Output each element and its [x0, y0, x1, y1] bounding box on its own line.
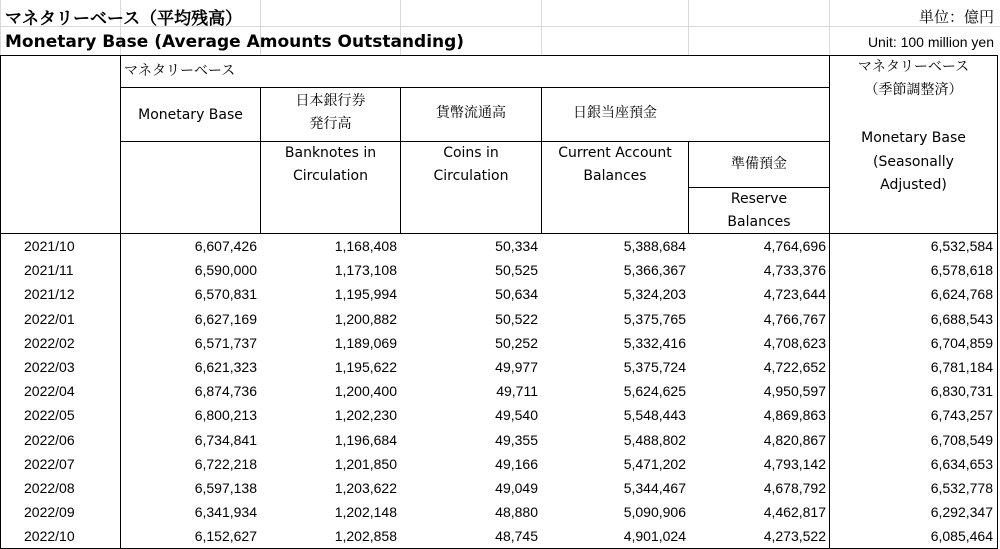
table-row	[0, 259, 1000, 282]
cell-current-account: 4,901,024	[623, 528, 686, 545]
cell-monetary-base: 6,734,841	[194, 431, 257, 448]
header-sa-jp-2: （季節調整済）	[864, 82, 963, 98]
cell-seasonally-adjusted: 6,532,778	[930, 480, 993, 496]
header-current-account-en-2: Balances	[583, 168, 647, 184]
cell-monetary-base: 6,570,831	[194, 286, 257, 303]
cell-date: 2021/10	[24, 238, 75, 254]
cell-date: 2021/11	[24, 262, 74, 279]
cell-coins: 50,525	[495, 262, 538, 279]
cell-monetary-base: 6,621,323	[194, 359, 257, 375]
table-row	[0, 501, 1000, 524]
cell-date: 2022/05	[24, 407, 75, 424]
cell-reserve: 4,273,522	[763, 528, 826, 545]
cell-banknotes: 1,201,850	[334, 455, 397, 472]
cell-banknotes: 1,173,108	[334, 262, 397, 279]
header-banknotes-jp: 日本銀行券	[295, 93, 366, 109]
cell-reserve: 4,764,696	[763, 238, 826, 254]
cell-reserve: 4,766,767	[763, 310, 826, 327]
cell-banknotes: 1,200,400	[334, 383, 397, 400]
cell-reserve: 4,708,623	[763, 334, 826, 351]
unit-label-jp: 単位：億円	[918, 8, 994, 26]
table-row	[0, 283, 1000, 306]
header-sa-en-2: (Seasonally	[873, 154, 954, 170]
cell-current-account: 5,624,625	[623, 383, 686, 400]
header-banknotes-jp-2: 発行高	[309, 116, 352, 132]
cell-coins: 50,334	[495, 238, 538, 254]
cell-current-account: 5,324,203	[623, 286, 686, 303]
cell-coins: 49,711	[496, 383, 538, 400]
cell-seasonally-adjusted: 6,532,584	[930, 238, 993, 254]
cell-date: 2022/09	[24, 504, 75, 521]
header-monetary-base-group: マネタリーベース	[124, 63, 236, 79]
cell-banknotes: 1,196,684	[334, 431, 397, 448]
header-reserve-en-2: Balances	[727, 214, 791, 230]
cell-seasonally-adjusted: 6,830,731	[930, 383, 993, 400]
cell-date: 2022/01	[24, 310, 75, 327]
cell-current-account: 5,090,906	[623, 504, 686, 521]
cell-banknotes: 1,189,069	[334, 334, 397, 351]
cell-date: 2022/02	[24, 334, 75, 351]
cell-reserve: 4,950,597	[763, 383, 826, 400]
header-banknotes-en-2: Circulation	[293, 168, 368, 184]
header-coins-jp: 貨幣流通高	[436, 105, 506, 121]
cell-monetary-base: 6,722,218	[194, 455, 257, 472]
cell-monetary-base: 6,152,627	[194, 528, 257, 545]
cell-banknotes: 1,202,230	[334, 407, 397, 424]
cell-date: 2022/10	[24, 528, 75, 545]
cell-banknotes: 1,168,408	[334, 238, 397, 254]
cell-date: 2021/12	[24, 286, 75, 303]
cell-monetary-base: 6,800,213	[194, 407, 257, 424]
cell-reserve: 4,793,142	[763, 455, 826, 472]
cell-banknotes: 1,200,882	[334, 310, 397, 327]
cell-date: 2022/04	[24, 383, 75, 400]
cell-coins: 49,977	[495, 359, 538, 375]
cell-coins: 48,880	[495, 504, 538, 521]
header-sa-en: Monetary Base	[861, 130, 966, 146]
cell-coins: 50,634	[495, 286, 538, 303]
cell-current-account: 5,388,684	[623, 238, 686, 254]
page-title: マネタリーベース（平均残高）	[5, 9, 243, 29]
header-current-account-en: Current Account	[558, 145, 672, 161]
cell-monetary-base: 6,571,737	[194, 334, 257, 351]
header-sa-jp: マネタリーベース	[857, 59, 970, 75]
cell-seasonally-adjusted: 6,688,543	[930, 310, 993, 327]
cell-reserve: 4,722,652	[763, 359, 826, 375]
cell-seasonally-adjusted: 6,634,653	[930, 455, 993, 472]
cell-current-account: 5,332,416	[623, 334, 686, 351]
cell-seasonally-adjusted: 6,292,347	[930, 504, 993, 521]
table-row	[0, 308, 1000, 331]
cell-current-account: 5,366,367	[623, 262, 686, 279]
cell-date: 2022/08	[24, 480, 75, 496]
header-divider	[688, 141, 830, 142]
cell-coins: 50,252	[495, 334, 538, 351]
header-sa-en-3: Adjusted)	[880, 177, 947, 193]
table-row	[0, 380, 1000, 403]
cell-seasonally-adjusted: 6,743,257	[930, 407, 993, 424]
header-reserve-en: Reserve	[730, 191, 788, 207]
cell-monetary-base: 6,341,934	[194, 504, 257, 521]
header-coins-en: Coins in	[443, 145, 499, 161]
cell-monetary-base: 6,597,138	[194, 480, 257, 496]
cell-monetary-base: 6,607,426	[194, 238, 257, 254]
cell-monetary-base: 6,627,169	[194, 310, 257, 327]
cell-coins: 49,355	[495, 431, 538, 448]
cell-seasonally-adjusted: 6,578,618	[930, 262, 993, 279]
cell-seasonally-adjusted: 6,781,184	[930, 359, 993, 375]
header-monetary-base-en: Monetary Base	[138, 107, 243, 123]
cell-current-account: 5,375,765	[623, 310, 686, 327]
table-row	[0, 356, 1000, 379]
header-reserve-jp: 準備預金	[731, 156, 787, 172]
cell-coins: 48,745	[495, 528, 538, 545]
cell-coins: 49,540	[495, 407, 538, 424]
page-subtitle: Monetary Base (Average Amounts Outstanding)	[5, 32, 465, 52]
cell-seasonally-adjusted: 6,708,549	[930, 431, 993, 448]
cell-banknotes: 1,203,622	[334, 480, 397, 496]
cell-coins: 50,522	[495, 310, 538, 327]
header-banknotes-en: Banknotes in	[284, 145, 377, 161]
table-row	[0, 235, 1000, 258]
cell-monetary-base: 6,874,736	[194, 383, 257, 400]
cell-current-account: 5,488,802	[623, 431, 686, 448]
cell-seasonally-adjusted: 6,704,859	[930, 334, 993, 351]
cell-seasonally-adjusted: 6,085,464	[930, 528, 993, 545]
cell-monetary-base: 6,590,000	[194, 262, 257, 279]
table-row	[0, 404, 1000, 427]
cell-reserve: 4,820,867	[763, 431, 826, 448]
cell-reserve: 4,723,644	[763, 286, 826, 303]
unit-label-en: Unit: 100 million yen	[867, 34, 994, 50]
header-divider	[120, 87, 830, 88]
table-row	[0, 332, 1000, 355]
cell-banknotes: 1,195,622	[334, 359, 397, 375]
cell-current-account: 5,548,443	[623, 407, 686, 424]
cell-date: 2022/03	[24, 359, 75, 375]
header-coins-en-2: Circulation	[433, 168, 509, 184]
cell-reserve: 4,678,792	[763, 480, 826, 496]
cell-date: 2022/07	[24, 455, 75, 472]
header-current-account-jp: 日銀当座預金	[573, 105, 657, 121]
cell-current-account: 5,344,467	[623, 480, 686, 496]
cell-reserve: 4,733,376	[763, 262, 826, 279]
cell-reserve: 4,462,817	[763, 504, 826, 521]
table-row	[0, 429, 1000, 452]
table-row	[0, 477, 1000, 500]
cell-current-account: 5,375,724	[623, 359, 686, 375]
cell-current-account: 5,471,202	[623, 455, 686, 472]
cell-banknotes: 1,195,994	[334, 286, 397, 303]
table-row	[0, 453, 1000, 476]
cell-banknotes: 1,202,148	[334, 504, 397, 521]
cell-date: 2022/06	[24, 431, 75, 448]
cell-coins: 49,049	[495, 480, 538, 496]
cell-banknotes: 1,202,858	[334, 528, 397, 545]
cell-coins: 49,166	[495, 455, 538, 472]
cell-seasonally-adjusted: 6,624,768	[930, 286, 993, 303]
table-row	[0, 525, 1000, 548]
header-bottom-border	[0, 233, 998, 234]
cell-reserve: 4,869,863	[763, 407, 826, 424]
